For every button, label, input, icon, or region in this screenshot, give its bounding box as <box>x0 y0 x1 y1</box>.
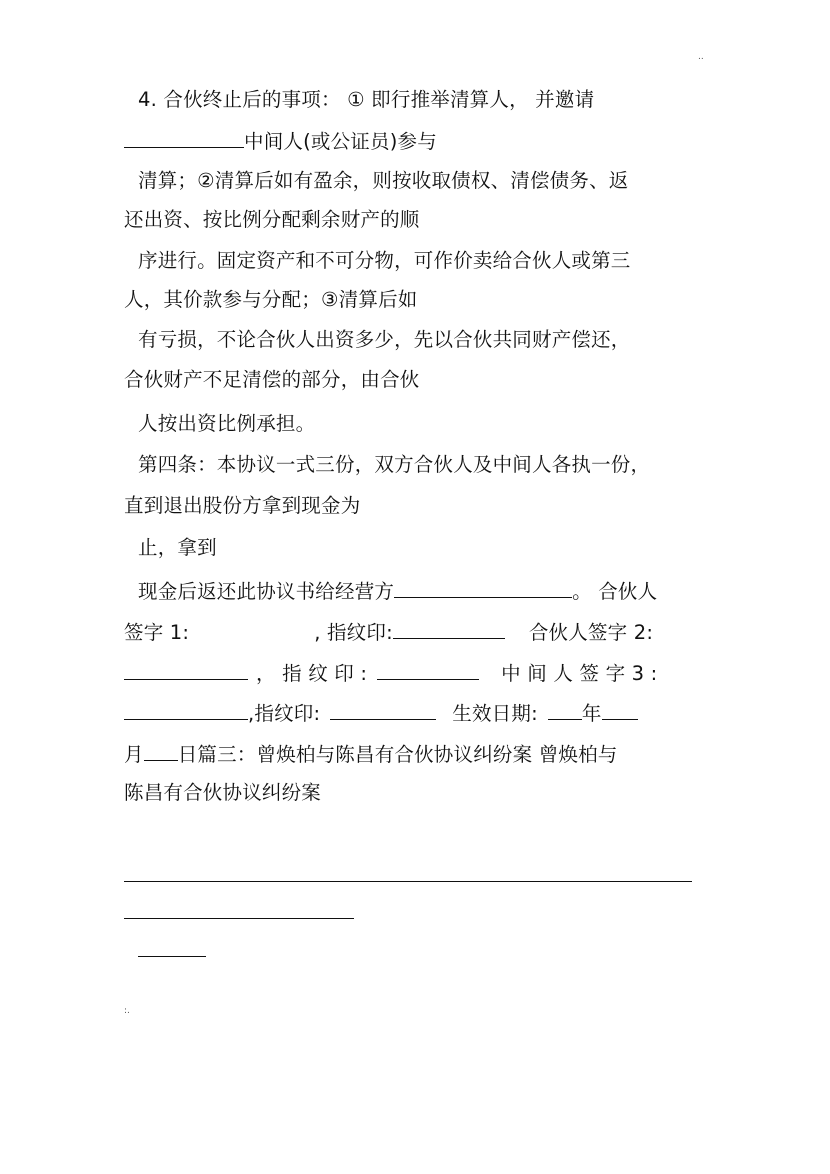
text: 生效日期: <box>452 702 538 725</box>
operator-blank <box>394 577 572 598</box>
text: 现金后返还此协议书给经营方 <box>138 580 395 603</box>
text: ,指纹印: <box>248 702 321 725</box>
text-line: 还出资、按比例分配剩余财产的顺 <box>124 208 420 231</box>
text-line <box>124 659 657 687</box>
text: ， 指 纹 印 : <box>256 662 368 685</box>
text-line: 序进行。固定资产和不可分物，可作价卖给合伙人或第三 <box>138 249 631 272</box>
text: 月 <box>124 743 144 766</box>
text-line: 人按出资比例承担。 <box>138 412 316 435</box>
signature-blank <box>124 699 248 720</box>
text-line <box>124 699 638 727</box>
text: 日篇三：曾焕柏与陈昌有合伙协议纠纷案 曾焕柏与 <box>177 743 618 766</box>
text-line: 人，其价款参与分配；③清算后如 <box>124 288 418 311</box>
text-line: 有亏损，不论合伙人出资多少，先以合伙共同财产偿还， <box>138 328 631 351</box>
page-mark: .. <box>698 52 704 62</box>
text-line <box>124 740 618 768</box>
text: 中间人(或公证员)参与 <box>244 130 437 153</box>
signature-blank <box>124 659 248 680</box>
blank-field <box>124 127 244 148</box>
fingerprint-blank <box>330 699 436 720</box>
text-line: 第四条：本协议一式三份，双方合伙人及中间人各执一份， <box>138 453 651 476</box>
divider-line <box>124 881 692 882</box>
text-line <box>124 618 653 646</box>
text-line: 清算；②清算后如有盈余，则按收取债权、清偿债务、返 <box>138 169 629 192</box>
text-line: 止，拿到 <box>138 536 217 559</box>
text-line: 直到退出股份方拿到现金为 <box>124 494 361 517</box>
day-blank <box>144 740 178 761</box>
text: , 指纹印: <box>314 621 393 644</box>
text: 签字 1: <box>124 621 190 644</box>
text: 合伙人签字 2: <box>528 621 654 644</box>
fingerprint-blank <box>393 618 505 639</box>
divider-line <box>124 918 354 919</box>
fingerprint-blank <box>377 659 479 680</box>
text-line <box>124 127 437 155</box>
text-line: 合伙财产不足清偿的部分，由合伙 <box>124 368 420 391</box>
text: 中 间 人 签 字 3 : <box>501 662 658 685</box>
month-blank <box>602 699 638 720</box>
text: 年 <box>581 702 602 725</box>
page-mark: :. <box>124 1006 130 1016</box>
divider-line <box>138 956 206 957</box>
year-blank <box>548 699 582 720</box>
text: 。 合伙人 <box>572 580 658 603</box>
text-line: 4. 合伙终止后的事项： ① 即行推举清算人， 并邀请 <box>138 88 595 111</box>
text-line <box>138 577 657 605</box>
text-line: 陈昌有合伙协议纠纷案 <box>124 781 322 804</box>
